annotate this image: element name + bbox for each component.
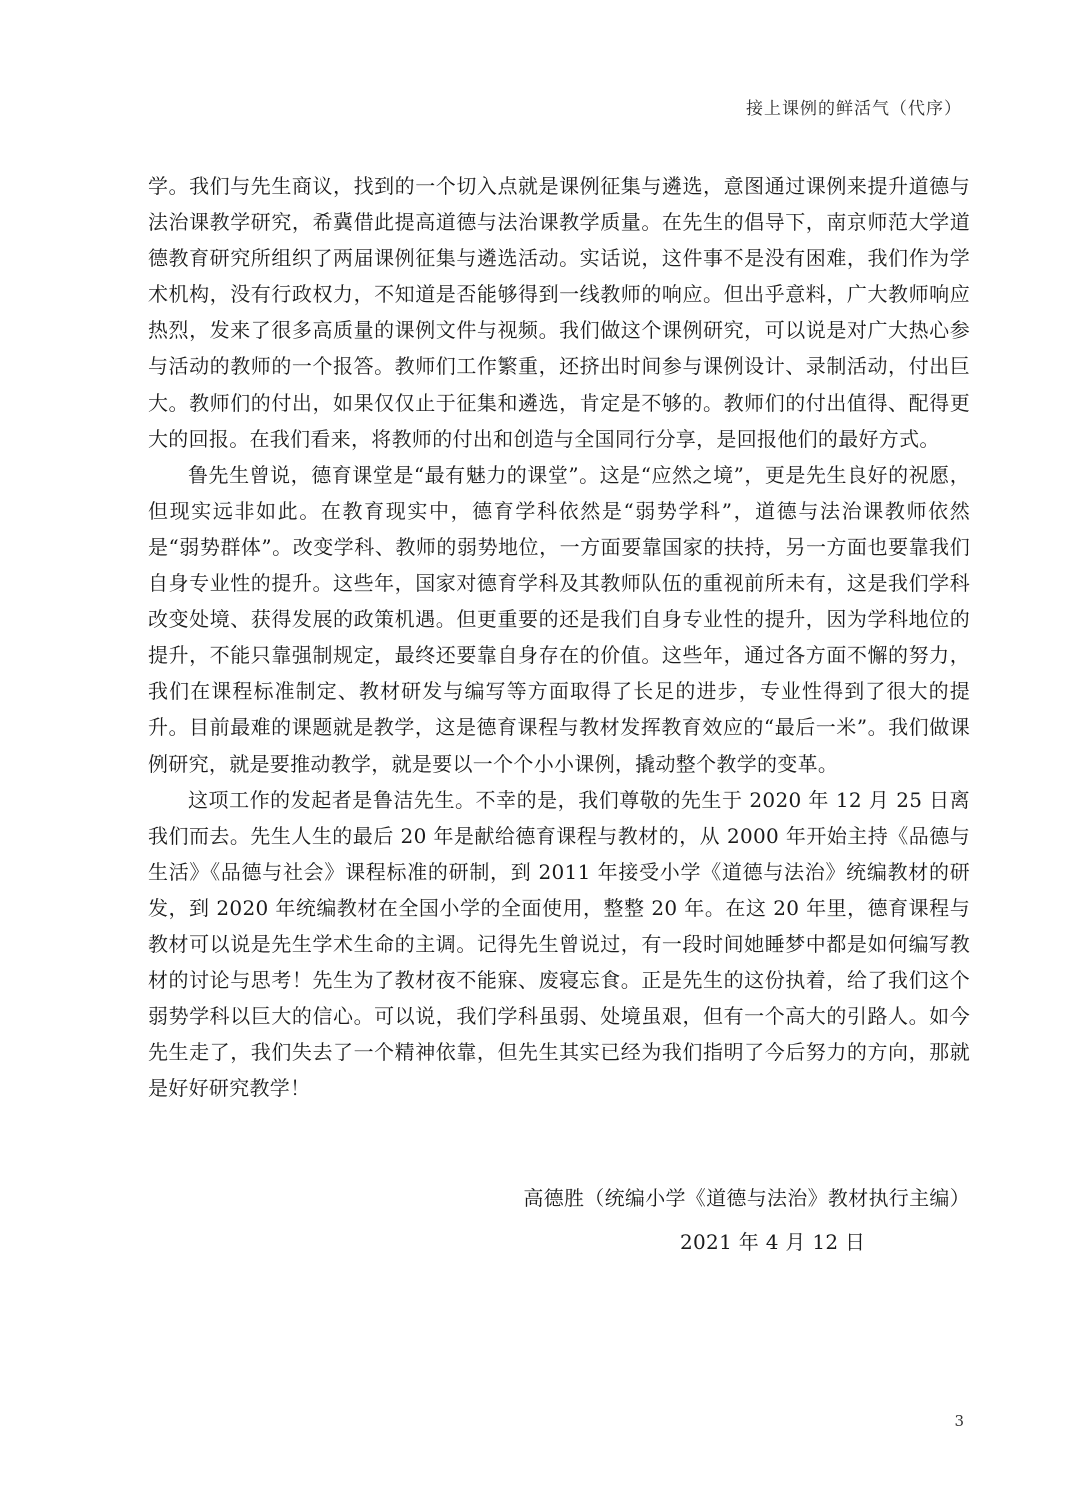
author-signature: 高德胜（统编小学《道德与法治》教材执行主编）: [523, 1186, 970, 1210]
paragraph-continued: 学。我们与先生商议，找到的一个切入点就是课例征集与遴选，意图通过课例来提升道德与法治课教学研究，希冀借此提高道德与法治课教学质量。在先生的倡导下，南京师范大学道德教育研究所组织了两届课例征集与遴选活动。实话说，这件事不是没有困难，我们作为学术机构，没有行政权力，不知道是否能够得到一线教师的响应。但出乎意料，广大教师响应热烈，发来了很多高质量的课例文件与视频。我们做这个课例研究，可以说是对广大热心参与活动的教师的一个报答。教师们工作繁重，还挤出时间参与课例设计、录制活动，付出巨大。教师们的付出，如果仅仅止于征集和遴选，肯定是不够的。教师们的付出值得、配得更大的回报。在我们看来，将教师的付出和创造与全国同行分享，是回报他们的最好方式。: [148, 174, 970, 451]
page-number: 3: [954, 1412, 964, 1430]
body-text: [148, 168, 970, 1106]
signature-date: 2021 年 4 月 12 日: [680, 1230, 866, 1254]
running-header: 接上课例的鲜活气（代序）: [746, 99, 962, 119]
paragraph: 鲁先生曾说，德育课堂是“最有魅力的课堂”。这是“应然之境”，更是先生良好的祝愿，但现实远非如此。在教育现实中，德育学科依然是“弱势学科”，道德与法治课教师依然是“弱势群体”。改变学科、教师的弱势地位，一方面要靠国家的扶持，另一方面也要靠我们自身专业性的提升。这些年，国家对德育学科及其教师队伍的重视前所未有，这是我们学科改变处境、获得发展的政策机遇。但更重要的还是我们自身专业性的提升，因为学科地位的提升，不能只靠强制规定，最终还要靠自身存在的价值。这些年，通过各方面不懈的努力，我们在课程标准制定、教材研发与编写等方面取得了长足的进步，专业性得到了很大的提升。目前最难的课题就是教学，这是德育课程与教材发挥教育效应的“最后一米”。我们做课例研究，就是要推动教学，就是要以一个个小小课例，撬动整个教学的变革。: [148, 462, 970, 776]
paragraph: 这项工作的发起者是鲁洁先生。不幸的是，我们尊敬的先生于 2020 年 12 月 25 日离我们而去。先生人生的最后 20 年是献给德育课程与教材的，从 2000 年开始主持《品德与生活》《品德与社会》课程标准的研制，到 2011 年接受小学《道德与法治》统编教材的研发，到 2020 年统编教材在全国小学的全面使用，整整 20 年。在这 20 年里，德育课程与教材可以说是先生学术生命的主调。记得先生曾说过，有一段时间她睡梦中都是如何编写教材的讨论与思考！先生为了教材夜不能寐、废寝忘食。正是先生的这份执着，给了我们这个弱势学科以巨大的信心。可以说，我们学科虽弱、处境虽艰，但有一个高大的引路人。如今先生走了，我们失去了一个精神依靠，但先生其实已经为我们指明了今后努力的方向，那就是好好研究教学！: [148, 787, 970, 1101]
